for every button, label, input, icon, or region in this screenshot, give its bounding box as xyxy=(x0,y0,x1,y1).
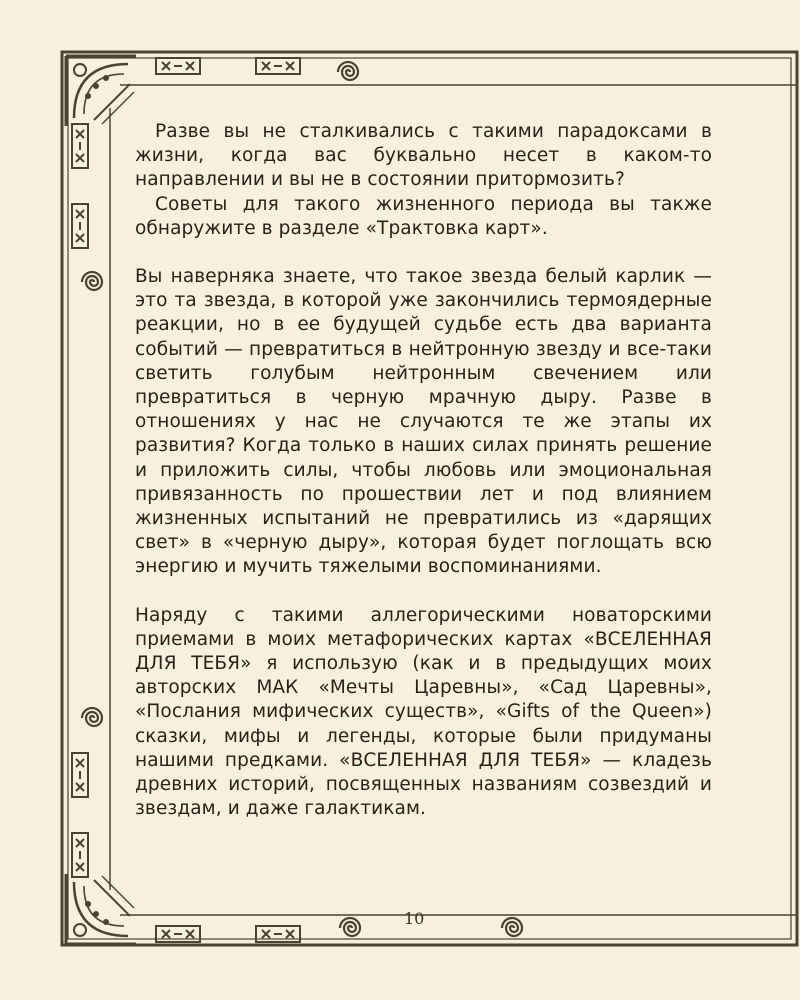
paragraph-3: Вы наверняка знаете, что такое звезда белый карлик — это та звезда, в которой уже закончились термоядерные реакции, но в ее будущей судьбе есть два варианта событий — превратиться в нейтронную звезду и все-таки светить голубым нейтронным свечением или превратиться в черную мрачную дыру. Разве в отношениях у нас не случаются те же этапы их развития? Когда только в наших силах принять решение и приложить силы, чтобы любовь или эмоциональная привязанность по прошествии лет и под влиянием жизненных испытаний не превратились из «дарящих свет» в «черную дыру», которая будет поглощать всю энергию и мучить тяжелыми воспоминаниями. xyxy=(135,266,712,578)
paragraph-4: Наряду с такими аллегорическими новаторскими приемами в моих метафорических картах «ВСЕЛЕННАЯ ДЛЯ ТЕБЯ» я использую (как и в предыдущих моих авторских МАК «Мечты Царевны», «Сад Царевны», «Послания мифических существ», «Gifts of the Queen») сказки, мифы и легенды, которые были придуманы нашими предками. «ВСЕЛЕННАЯ ДЛЯ ТЕБЯ» — кладезь древних историй, посвященных названиям созвездий и звездам, и даже галактикам. xyxy=(135,604,712,820)
paragraph-2: Советы для такого жизненного периода вы также обнаружите в разделе «Трактовка карт». xyxy=(135,193,712,239)
paragraph-1: Разве вы не сталкивались с такими парадоксами в жизни, когда вас буквально несет в каком-то направлении и вы не в состоянии притормозить? xyxy=(135,121,712,191)
body-text xyxy=(135,120,712,821)
page-number: 10 xyxy=(404,909,425,928)
